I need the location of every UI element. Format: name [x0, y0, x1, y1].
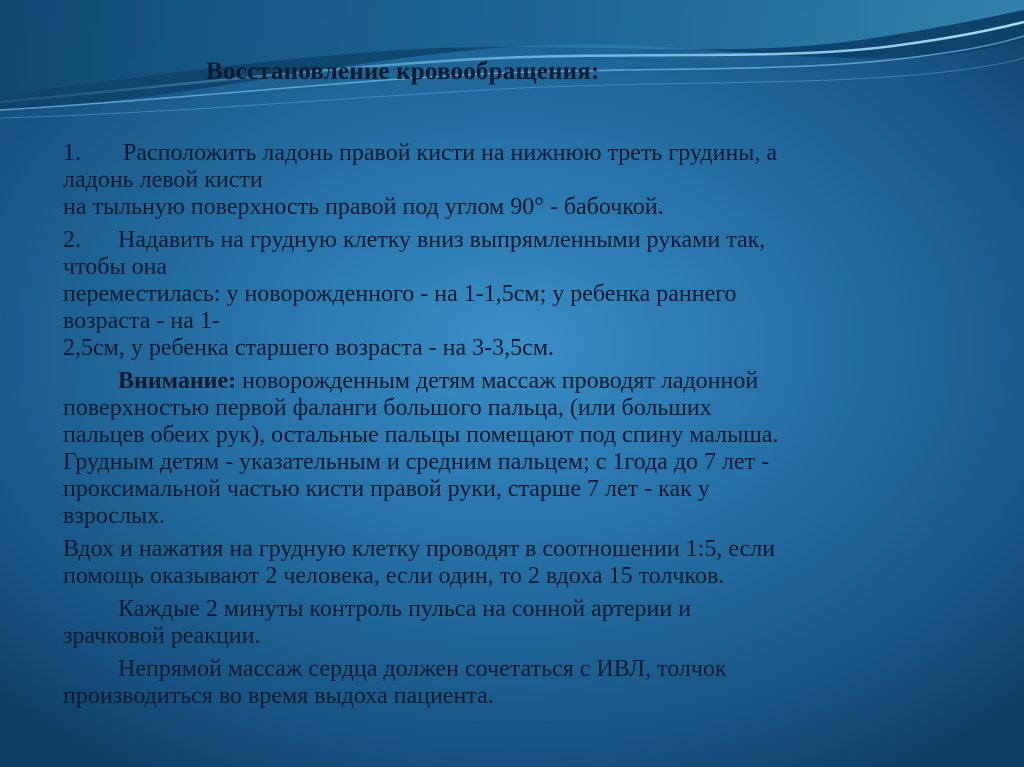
paragraph-5-line-1: Каждые 2 минуты контроль пульса на сонной артерии и [118, 596, 692, 622]
paragraph-1-line-3: на тыльную поверхность правой под углом 90° - бабочкой. [63, 194, 664, 220]
paragraph-2-line-2: чтобы она [63, 254, 168, 280]
paragraph-4-line-1: Вдох и нажатия на грудную клетку проводят в соотношении 1:5, если [63, 536, 776, 562]
slide-title: Восстановление кровообращения: [206, 58, 600, 85]
paragraph-3-line-4: Грудным детям - указательным и средним пальцем; с 1года до 7 лет - [63, 449, 770, 475]
paragraph-text: Надавить на грудную клетку вниз выпрямленными руками так, [118, 227, 766, 253]
slide-body [63, 140, 963, 716]
paragraph-text: Расположить ладонь правой кисти на нижнюю треть грудины, а [123, 140, 778, 166]
paragraph-text: новорожденным детям массаж проводят ладонной [236, 368, 759, 394]
paragraph-6-line-1: Непрямой массаж сердца должен сочетаться с ИВЛ, толчок [118, 656, 727, 682]
paragraph-2-line-1 [63, 227, 963, 254]
paragraph-1 [63, 140, 963, 221]
paragraph-3-line-5: проксимальной частью кисти правой руки, старше 7 лет - как у [63, 476, 710, 502]
paragraph-3-line-1 [63, 368, 963, 395]
paragraph-5-line-2: зрачковой реакции. [63, 623, 261, 649]
paragraph-1-line-1 [63, 140, 963, 167]
paragraph-4-line-2: помощь оказывают 2 человека, если один, то 2 вдоха 15 толчков. [63, 563, 725, 589]
paragraph-1-line-2: ладонь левой кисти [63, 167, 263, 193]
paragraph-2-line-5: 2,5см, у ребенка старшего возраста - на 3-3,5см. [63, 335, 555, 361]
paragraph-5 [63, 596, 963, 650]
paragraph-3-line-6: взрослых. [63, 503, 166, 529]
paragraph-3-line-3: пальцев обеих рук), остальные пальцы помещают под спину малыша. [63, 422, 779, 448]
paragraph-3 [63, 368, 963, 530]
list-number: 2. [63, 227, 81, 253]
paragraph-4 [63, 536, 963, 590]
attention-label: Внимание: [118, 368, 237, 394]
paragraph-2-line-4: возраста - на 1- [63, 308, 220, 334]
paragraph-2-line-3: переместилась: у новорожденного - на 1-1,5см; у ребенка раннего [63, 281, 737, 307]
paragraph-3-line-2: поверхностью первой фаланги большого пальца, (или больших [63, 395, 712, 421]
paragraph-2 [63, 227, 963, 362]
paragraph-6 [63, 656, 963, 710]
paragraph-6-line-2: производиться во время выдоха пациента. [63, 683, 494, 709]
list-number: 1. [63, 140, 81, 166]
